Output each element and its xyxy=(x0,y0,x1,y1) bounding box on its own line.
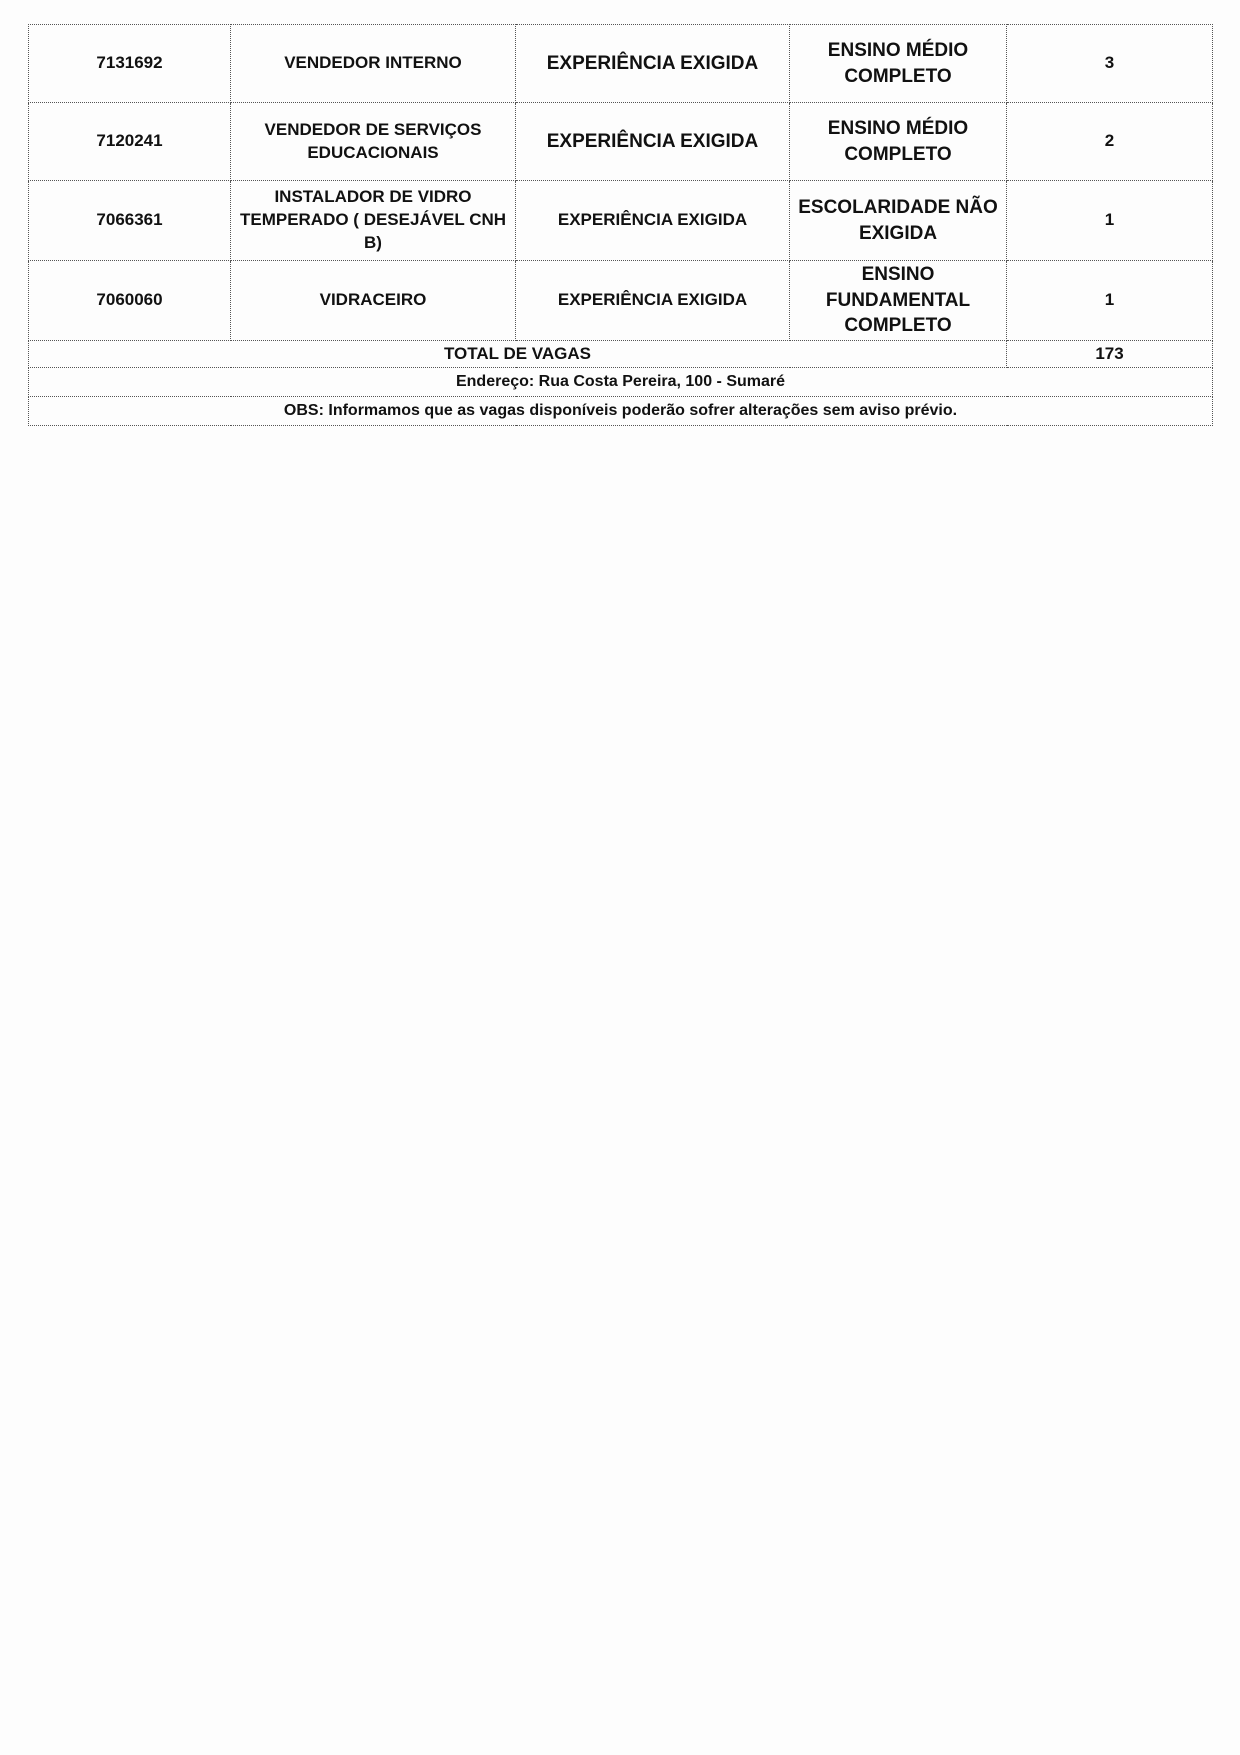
job-code: 7060060 xyxy=(29,261,231,341)
job-openings-count: 1 xyxy=(1007,261,1213,341)
job-code: 7120241 xyxy=(29,103,231,181)
total-value: 173 xyxy=(1007,341,1213,368)
table-row xyxy=(29,261,1213,341)
job-code: 7066361 xyxy=(29,181,231,261)
job-experience: EXPERIÊNCIA EXIGIDA xyxy=(516,103,790,181)
notice-text: OBS: Informamos que as vagas disponíveis poderão sofrer alterações sem aviso prévio. xyxy=(29,397,1213,426)
address-row xyxy=(29,368,1213,397)
job-education: ENSINO MÉDIO COMPLETO xyxy=(790,25,1007,103)
job-title: VENDEDOR DE SERVIÇOS EDUCACIONAIS xyxy=(231,103,516,181)
address-text: Endereço: Rua Costa Pereira, 100 - Sumaré xyxy=(29,368,1213,397)
job-openings-count: 2 xyxy=(1007,103,1213,181)
table-row xyxy=(29,103,1213,181)
job-openings-count: 3 xyxy=(1007,25,1213,103)
job-experience: EXPERIÊNCIA EXIGIDA xyxy=(516,25,790,103)
job-education: ENSINO MÉDIO COMPLETO xyxy=(790,103,1007,181)
job-code: 7131692 xyxy=(29,25,231,103)
job-experience: EXPERIÊNCIA EXIGIDA xyxy=(516,181,790,261)
job-education: ENSINO FUNDAMENTAL COMPLETO xyxy=(790,261,1007,341)
job-title: VIDRACEIRO xyxy=(231,261,516,341)
job-title: VENDEDOR INTERNO xyxy=(231,25,516,103)
job-openings-count: 1 xyxy=(1007,181,1213,261)
job-openings-table xyxy=(28,24,1213,426)
notice-row xyxy=(29,397,1213,426)
table-row xyxy=(29,181,1213,261)
job-title: INSTALADOR DE VIDRO TEMPERADO ( DESEJÁVEL CNH B) xyxy=(231,181,516,261)
total-label: TOTAL DE VAGAS xyxy=(29,341,1007,368)
table-row xyxy=(29,25,1213,103)
job-experience: EXPERIÊNCIA EXIGIDA xyxy=(516,261,790,341)
total-row xyxy=(29,341,1213,368)
job-education: ESCOLARIDADE NÃO EXIGIDA xyxy=(790,181,1007,261)
